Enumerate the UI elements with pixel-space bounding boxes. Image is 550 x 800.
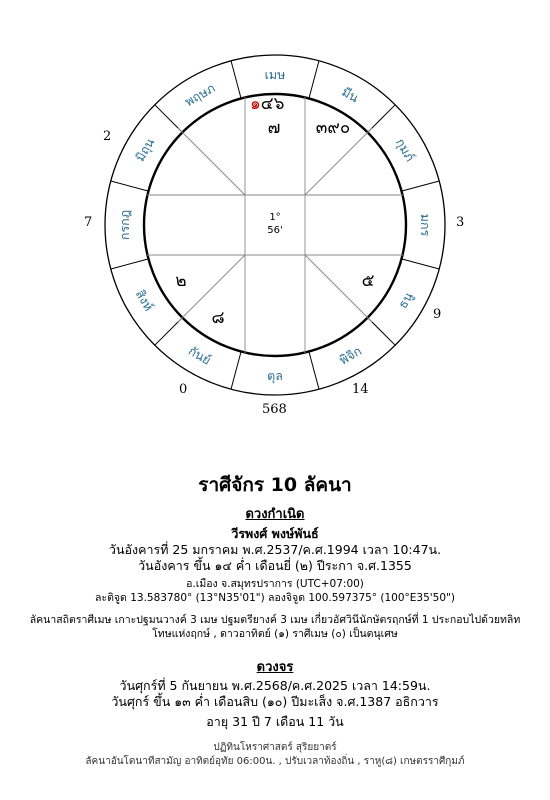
planet-cell-bottom-left: ๘ bbox=[211, 308, 225, 328]
person-name: วีรพงศ์ พงษ์พันธ์ bbox=[231, 526, 319, 541]
sign-label: เมษ bbox=[264, 67, 286, 82]
planet-cell-middle-left: ๒ bbox=[175, 271, 187, 291]
sign-label: ธนู bbox=[394, 289, 416, 312]
sign-label: พฤษภ bbox=[182, 80, 218, 110]
footer-calendar-type: ปฏิทินโหราศาสตร์ สุริยยาตร์ bbox=[213, 742, 337, 753]
birth-lunar-date: วันอังคาร ขึ้น ๑๔ ค่ำ เดือนยี่ (๒) ปีระกา จ.ศ.1355 bbox=[138, 558, 412, 573]
sign-label: พิจิก bbox=[336, 343, 365, 368]
grid-line bbox=[305, 128, 372, 195]
sign-label: กันย์ bbox=[185, 342, 214, 368]
planet-cell-top-center: ๗ bbox=[267, 118, 281, 138]
outer-number-3: 3 bbox=[456, 215, 465, 230]
sign-divider bbox=[231, 352, 241, 390]
planet-cell-middle-right: ๕ bbox=[361, 271, 375, 291]
ascendant-description-line2: โทษแห่งฤกษ์ , ดาวอาทิตย์ (๑) ราศีเมษ (๐) เป็นตนุเศษ bbox=[152, 628, 398, 640]
sign-label: มกร bbox=[418, 213, 433, 237]
planet-glyphs: ๔๖ bbox=[260, 94, 285, 114]
sign-divider bbox=[309, 61, 319, 99]
birth-heading: ดวงกำเนิด bbox=[245, 507, 305, 522]
grid-line bbox=[178, 128, 245, 195]
sign-divider bbox=[402, 181, 440, 191]
footer-settings: ลัคนาอันโตนาทีสามัญ อาทิตย์อุทัย 06:00น. , ปรับเวลาท้องถิ่น , ราหู(๘) เกษตรราศีกุมภ์ bbox=[85, 756, 465, 767]
planet-cell-top-right: ๓๙๐ bbox=[315, 118, 351, 138]
sign-label: มิถุน bbox=[132, 135, 158, 165]
transit-heading: ดวงจร bbox=[256, 660, 294, 675]
sign-divider bbox=[402, 259, 440, 269]
ascendant-description-line1: ลัคนาสถิตราศีเมษ เกาะปฐมนวางค์ 3 เมษ ปฐมตรียางค์ 3 เมษ เกี่ยวอัศวินีนักษัตรฤกษ์ที่ 1 ประกอบไปด้วยทลิท bbox=[29, 614, 521, 626]
planet-sun-glyph: ๑ bbox=[250, 94, 261, 114]
birth-place: อ.เมือง จ.สมุทรปราการ (UTC+07:00) bbox=[186, 578, 364, 590]
sign-label: กุมภ์ bbox=[392, 135, 418, 164]
sign-label: สิงห์ bbox=[132, 286, 157, 314]
transit-lunar-date: วันศุกร์ ขึ้น ๑๓ ค่ำ เดือนสิบ (๑๐) ปีมะเส็ง จ.ศ.1387 อธิกวาร bbox=[111, 694, 439, 709]
sign-label: ตุล bbox=[267, 368, 283, 383]
birth-date: วันอังคารที่ 25 มกราคม พ.ศ.2537/ค.ศ.1994 เวลา 10:47น. bbox=[108, 542, 442, 557]
outer-number-568: 568 bbox=[262, 402, 287, 417]
age-text: อายุ 31 ปี 7 เดือน 11 วัน bbox=[206, 714, 344, 729]
center-degree: 1° bbox=[269, 212, 281, 223]
page-title: ราศีจักร 10 ลัคนา bbox=[198, 474, 352, 496]
sign-divider bbox=[111, 259, 149, 269]
outer-number-7: 7 bbox=[84, 215, 93, 230]
birth-coordinates: ละติจูด 13.583780° (13°N35'01") ลองจิจูด 100.597375° (100°E35'50") bbox=[95, 592, 455, 604]
outer-number-14: 14 bbox=[352, 382, 369, 397]
sign-label: มีน bbox=[339, 83, 362, 106]
outer-number-0: 0 bbox=[179, 382, 188, 397]
outer-number-2: 2 bbox=[103, 129, 112, 144]
sign-divider bbox=[309, 352, 319, 390]
transit-date: วันศุกร์ที่ 5 กันยายน พ.ศ.2568/ค.ศ.2025 เวลา 14:59น. bbox=[119, 678, 431, 693]
sign-label: กรกฎ bbox=[117, 209, 132, 241]
planet-cell-top-left bbox=[250, 94, 284, 114]
sign-divider bbox=[231, 61, 241, 99]
outer-number-9: 9 bbox=[433, 307, 442, 322]
center-minute: 56' bbox=[267, 225, 283, 236]
sign-divider bbox=[111, 181, 149, 191]
